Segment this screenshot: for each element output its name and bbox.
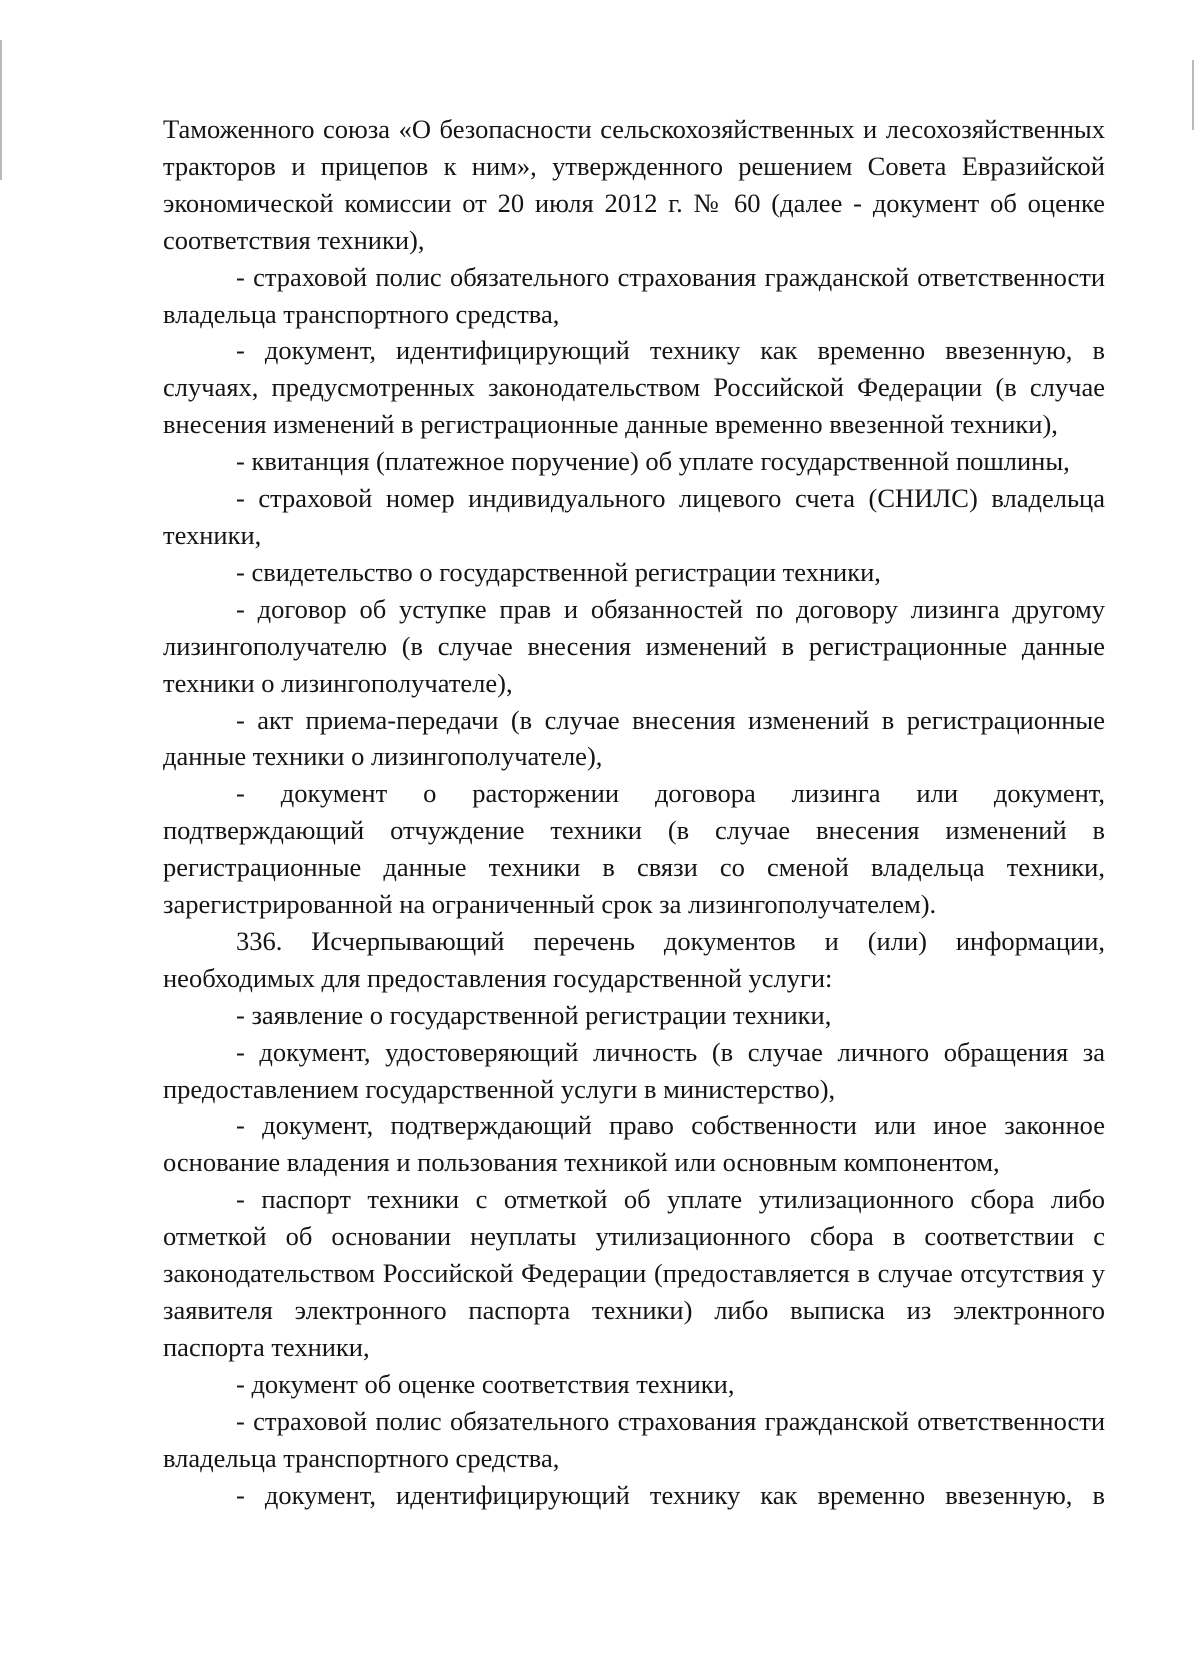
paragraph: 336. Исчерпывающий перечень документов и (или) информации, необходимых для предоставления государственной услуги: xyxy=(163,925,1105,993)
document-body xyxy=(163,111,1105,1513)
paragraph: - страховой полис обязательного страхования гражданской ответственности владельца транспортного средства, xyxy=(163,261,1105,329)
scan-edge-right xyxy=(1192,60,1194,130)
paragraph: - документ, подтверждающий право собственности или иное законное основание владения и пользования техникой или основным компонентом, xyxy=(163,1110,1105,1178)
paragraph: - квитанция (платежное поручение) об уплате государственной пошлины, xyxy=(236,446,1070,477)
paragraph: - страховой полис обязательного страхования гражданской ответственности владельца транспортного средства, xyxy=(163,1405,1105,1473)
paragraph: - документ об оценке соответствия техники, xyxy=(236,1368,735,1399)
paragraph: - страховой номер индивидуального лицевого счета (СНИЛС) владельца техники, xyxy=(163,483,1105,550)
paragraph: - паспорт техники с отметкой об уплате утилизационного сбора либо отметкой об основании неуплаты утилизационного сбора в соответствии с законодательством Российской Федерации (предоставляется в случае отсутствия у заявителя электронного паспорта техники) либо выписка из электронного паспорта техники, xyxy=(163,1184,1105,1362)
scan-edge-left xyxy=(0,40,2,180)
paragraph: - акт приема-передачи (в случае внесения изменений в регистрационные данные техники о лизингополучателе), xyxy=(163,704,1105,772)
paragraph: - документ, удостоверяющий личность (в случае личного обращения за предоставлением государственной услуги в министерство), xyxy=(163,1036,1105,1104)
paragraph: - документ, идентифицирующий технику как временно ввезенную, в случаях, предусмотренных законодательством Российской Федерации (в случае внесения изменений в регистрационные данные временно ввезенной техники), xyxy=(163,335,1105,440)
paragraph: Таможенного союза «О безопасности сельскохозяйственных и лесохозяйственных тракторов и прицепов к ним», утвержденного решением Совета Евразийской экономической комиссии от 20 июля 2012 г. № 60 (далее - документ об оценке соответствия техники), xyxy=(163,114,1105,255)
paragraph: - заявление о государственной регистрации техники, xyxy=(236,999,832,1030)
paragraph: - документ, идентифицирующий технику как временно ввезенную, в xyxy=(236,1479,1105,1510)
paragraph: - договор об уступке прав и обязанностей по договору лизинга другому лизингополучателю (в случае внесения изменений в регистрационные данные техники о лизингополучателе), xyxy=(163,593,1105,698)
paragraph: - свидетельство о государственной регистрации техники, xyxy=(236,556,881,587)
paragraph: - документ о расторжении договора лизинга или документ, подтверждающий отчуждение техники (в случае внесения изменений в регистрационные данные техники в связи со сменой владельца техники, зарегистрированной на ограниченный срок за лизингополучателем). xyxy=(163,778,1105,920)
